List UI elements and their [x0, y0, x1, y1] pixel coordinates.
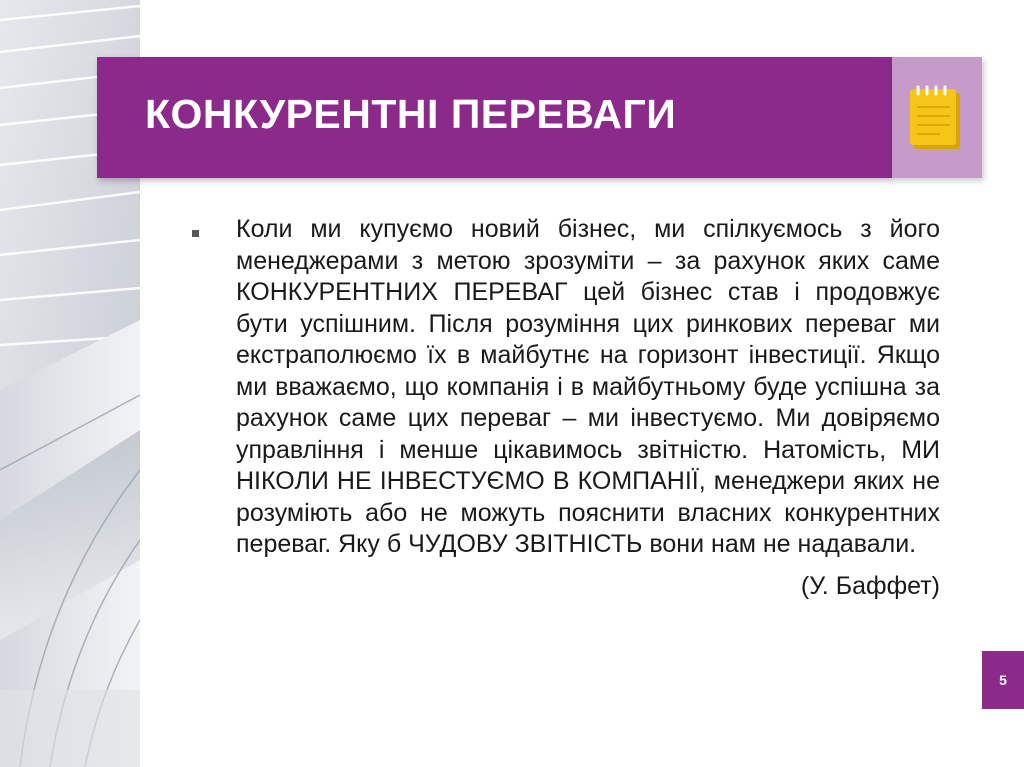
title-bar — [97, 57, 892, 178]
page-number: 5 — [982, 651, 1024, 709]
slide-title: КОНКУРЕНТНІ ПЕРЕВАГИ — [145, 91, 677, 137]
quote-attribution: (У. Баффет) — [800, 571, 940, 600]
title-icon-box — [892, 57, 982, 178]
notepad-icon — [908, 85, 962, 151]
slide-content — [188, 214, 940, 602]
square-bullet — [192, 230, 199, 237]
quote-text: Коли ми купуємо новий бізнес, ми спілкуємось з його менеджерами з метою зрозуміти – за рахунок яких саме КОНКУРЕНТНИХ ПЕРЕВАГ цей бізнес став і продовжує бути успішним. Після розуміння цих ринкових переваг ми екстраполюємо їх в майбутнє на горизонт інвестиції. Якщо ми вважаємо, що компанія і в майбутньому буде успішна за рахунок саме цих переваг – ми інвестуємо. Ми довіряємо управління і менше цікавимось звітністю. Натомість, МИ НІКОЛИ НЕ ІНВЕСТУЄМО В КОМПАНІЇ, менеджери яких не розуміють або не можуть пояснити власних конкурентних переваг. Яку б ЧУДОВУ ЗВІТНІСТЬ вони нам не надавали. — [236, 215, 940, 558]
